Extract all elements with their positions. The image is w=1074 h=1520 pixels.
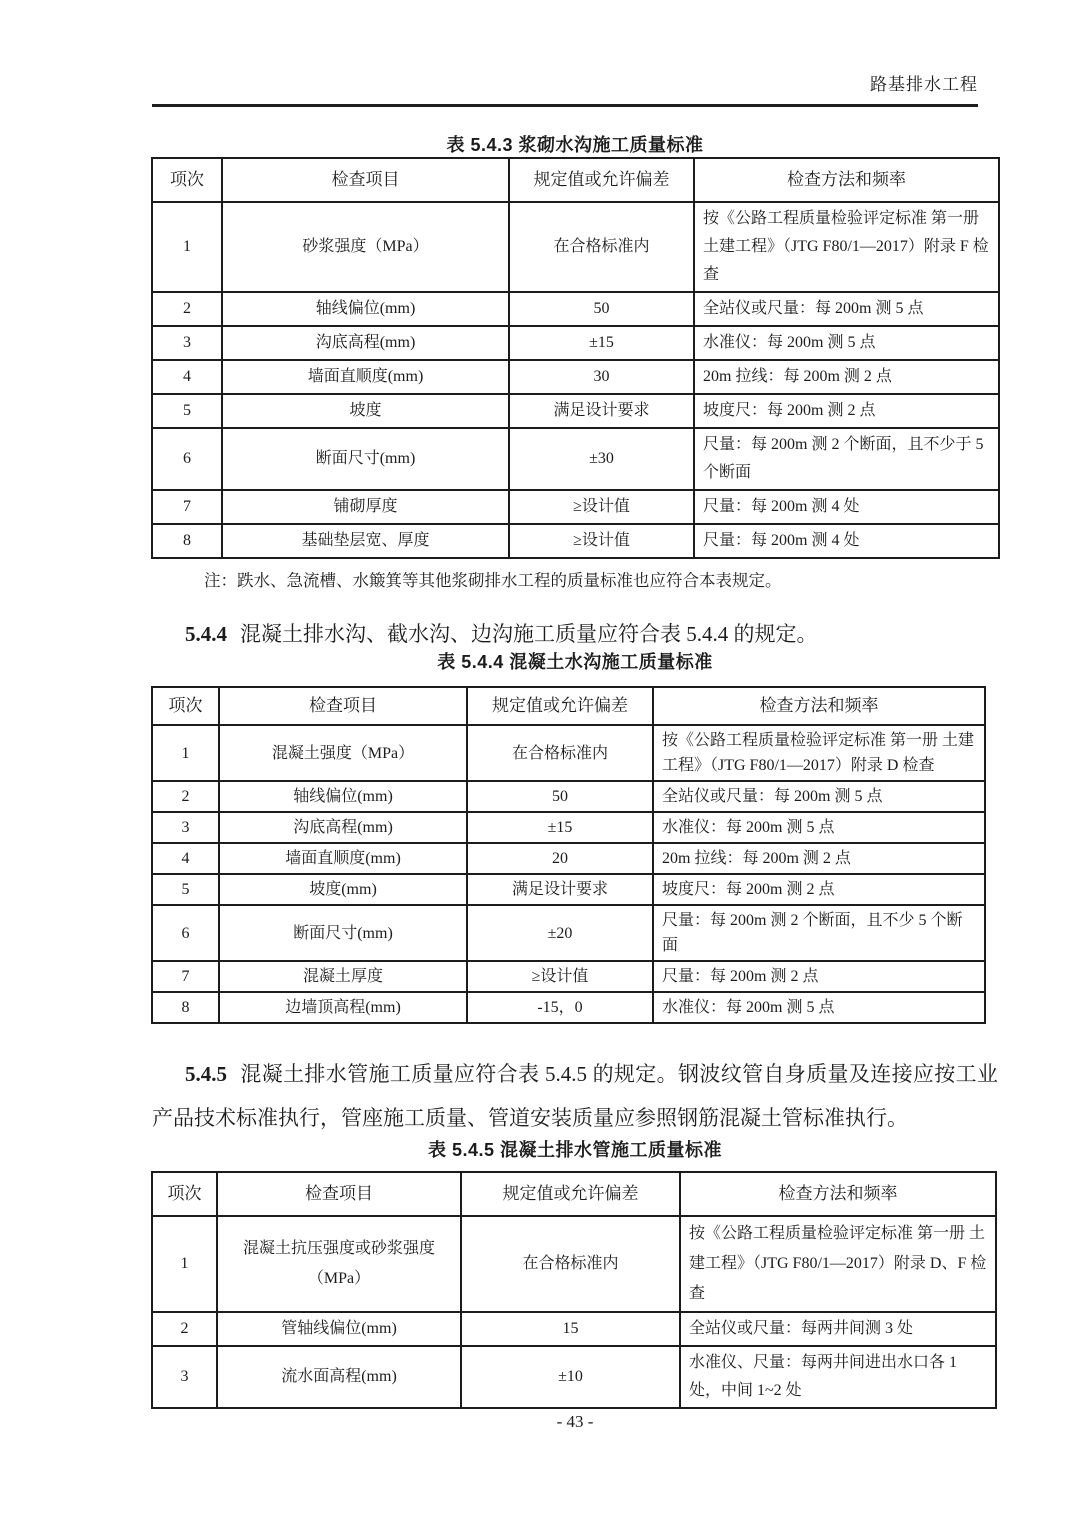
table-row [152, 490, 999, 524]
table-cell: 流水面高程(mm) [217, 1346, 461, 1408]
table-543-title: 表 5.4.3 浆砌水沟施工质量标准 [446, 135, 704, 155]
table-cell: ≥设计值 [509, 524, 694, 558]
section-text: 混凝土排水管施工质量应符合表 5.4.5 的规定。钢波纹管自身质量及连接应按工业产品技术标准执行，管座施工质量、管道安装质量应参照钢筋混凝土管标准执行。 [152, 1062, 998, 1130]
table-cell: 5 [152, 874, 219, 905]
header-title: 路基排水工程 [870, 75, 978, 94]
table-row [152, 992, 985, 1023]
table-cell: 8 [152, 992, 219, 1023]
column-header: 项次 [152, 687, 219, 725]
table-cell: 2 [152, 292, 222, 326]
table-row [152, 961, 985, 992]
table-cell: 全站仪或尺量：每 200m 测 5 点 [653, 781, 985, 812]
table-cell: 轴线偏位(mm) [222, 292, 509, 326]
table-cell: ±10 [461, 1346, 680, 1408]
table-row [152, 812, 985, 843]
table-cell: 按《公路工程质量检验评定标准 第一册 土建工程》（JTG F80/1—2017）附录 D、F 检查 [680, 1216, 996, 1312]
table-row [152, 725, 985, 781]
table-cell: 水准仪：每 200m 测 5 点 [694, 326, 999, 360]
table-cell: 混凝土厚度 [219, 961, 467, 992]
table-cell: 4 [152, 843, 219, 874]
page-footer [152, 1412, 998, 1432]
table-row [152, 781, 985, 812]
table-cell: 尺量：每 200m 测 2 个断面，且不少 5 个断面 [653, 905, 985, 961]
section-5-4-5 [152, 1052, 998, 1140]
column-header: 规定值或允许偏差 [467, 687, 653, 725]
table-cell: 1 [152, 202, 222, 292]
table-cell: 沟底高程(mm) [219, 812, 467, 843]
table-cell: 2 [152, 1312, 217, 1346]
table-cell: 15 [461, 1312, 680, 1346]
column-header: 项次 [152, 1172, 217, 1216]
table-row [152, 874, 985, 905]
table-row [152, 428, 999, 490]
table-cell: 墙面直顺度(mm) [222, 360, 509, 394]
table-cell: 1 [152, 1216, 217, 1312]
table-cell: 4 [152, 360, 222, 394]
table-cell: 断面尺寸(mm) [222, 428, 509, 490]
table-543-note: 注：跌水、急流槽、水簸箕等其他浆砌排水工程的质量标准也应符合本表规定。 [204, 571, 782, 590]
table-cell: 断面尺寸(mm) [219, 905, 467, 961]
table-5-4-5 [151, 1171, 997, 1409]
column-header: 检查方法和频率 [694, 158, 999, 202]
table-5-4-3 [151, 157, 1000, 559]
table-cell: 8 [152, 524, 222, 558]
table-5-4-4 [151, 686, 986, 1024]
table-header-row [152, 1172, 996, 1216]
table-cell: 20m 拉线：每 200m 测 2 点 [694, 360, 999, 394]
table-cell: 30 [509, 360, 694, 394]
table-cell: 50 [509, 292, 694, 326]
table-cell: 按《公路工程质量检验评定标准 第一册 土建工程》（JTG F80/1—2017）附录 F 检查 [694, 202, 999, 292]
table-row [152, 905, 985, 961]
table-cell: 在合格标准内 [467, 725, 653, 781]
column-header: 项次 [152, 158, 222, 202]
table-row [152, 843, 985, 874]
table-cell: 水准仪：每 200m 测 5 点 [653, 812, 985, 843]
table-row [152, 1346, 996, 1408]
table-row [152, 326, 999, 360]
column-header: 规定值或允许偏差 [461, 1172, 680, 1216]
table-cell: ≥设计值 [467, 961, 653, 992]
table-cell: 混凝土抗压强度或砂浆强度（MPa） [217, 1216, 461, 1312]
table-header-row [152, 158, 999, 202]
table-cell: 3 [152, 812, 219, 843]
table-cell: 6 [152, 428, 222, 490]
table-header-row [152, 687, 985, 725]
table-cell: 混凝土强度（MPa） [219, 725, 467, 781]
table-cell: 7 [152, 961, 219, 992]
table-cell: 坡度尺：每 200m 测 2 点 [653, 874, 985, 905]
table-cell: 尺量：每 200m 测 4 处 [694, 490, 999, 524]
table-cell: 坡度 [222, 394, 509, 428]
table-row [152, 202, 999, 292]
table-544-title: 表 5.4.4 混凝土水沟施工质量标准 [437, 652, 713, 672]
table-cell: 水准仪、尺量：每两井间进出水口各 1 处，中间 1~2 处 [680, 1346, 996, 1408]
table-cell: 20 [467, 843, 653, 874]
table-cell: 6 [152, 905, 219, 961]
table-cell: 尺量：每 200m 测 2 点 [653, 961, 985, 992]
table-cell: 按《公路工程质量检验评定标准 第一册 土建工程》（JTG F80/1—2017）附录 D 检查 [653, 725, 985, 781]
table-cell: 1 [152, 725, 219, 781]
column-header: 检查方法和频率 [680, 1172, 996, 1216]
column-header: 检查方法和频率 [653, 687, 985, 725]
table-cell: 2 [152, 781, 219, 812]
table-row [152, 292, 999, 326]
table-cell: 在合格标准内 [509, 202, 694, 292]
table-cell: 满足设计要求 [509, 394, 694, 428]
table-cell: 20m 拉线：每 200m 测 2 点 [653, 843, 985, 874]
section-text: 混凝土排水沟、截水沟、边沟施工质量应符合表 5.4.4 的规定。 [240, 622, 818, 646]
table-cell: 3 [152, 1346, 217, 1408]
table-cell: 砂浆强度（MPa） [222, 202, 509, 292]
table-cell: 墙面直顺度(mm) [219, 843, 467, 874]
column-header: 规定值或允许偏差 [509, 158, 694, 202]
column-header: 检查项目 [217, 1172, 461, 1216]
table-cell: 50 [467, 781, 653, 812]
table-545-title: 表 5.4.5 混凝土排水管施工质量标准 [427, 1140, 723, 1160]
table-cell: 沟底高程(mm) [222, 326, 509, 360]
table-row [152, 394, 999, 428]
table-row [152, 1216, 996, 1312]
table-cell: 全站仪或尺量：每两井间测 3 处 [680, 1312, 996, 1346]
table-cell: 尺量：每 200m 测 2 个断面，且不少于 5 个断面 [694, 428, 999, 490]
table-cell: 5 [152, 394, 222, 428]
table-cell: 轴线偏位(mm) [219, 781, 467, 812]
table-cell: 尺量：每 200m 测 4 处 [694, 524, 999, 558]
table-cell: 满足设计要求 [467, 874, 653, 905]
table-cell: 全站仪或尺量：每 200m 测 5 点 [694, 292, 999, 326]
table-row [152, 524, 999, 558]
table-cell: 7 [152, 490, 222, 524]
table-cell: ±15 [509, 326, 694, 360]
table-row [152, 360, 999, 394]
table-cell: ≥设计值 [509, 490, 694, 524]
section-number: 5.4.5 [185, 1062, 227, 1086]
table-cell: ±20 [467, 905, 653, 961]
column-header: 检查项目 [222, 158, 509, 202]
table-cell: ±30 [509, 428, 694, 490]
column-header: 检查项目 [219, 687, 467, 725]
table-cell: ±15 [467, 812, 653, 843]
table-cell: 坡度(mm) [219, 874, 467, 905]
table-cell: 管轴线偏位(mm) [217, 1312, 461, 1346]
table-cell: 3 [152, 326, 222, 360]
table-cell: 铺砌厚度 [222, 490, 509, 524]
table-cell: 边墙顶高程(mm) [219, 992, 467, 1023]
page-number: - 43 - [556, 1412, 594, 1431]
page-header [152, 70, 978, 107]
table-cell: 水准仪：每 200m 测 5 点 [653, 992, 985, 1023]
table-cell: 在合格标准内 [461, 1216, 680, 1312]
section-number: 5.4.4 [185, 622, 227, 646]
table-row [152, 1312, 996, 1346]
table-cell: -15，0 [467, 992, 653, 1023]
table-cell: 坡度尺：每 200m 测 2 点 [694, 394, 999, 428]
table-cell: 基础垫层宽、厚度 [222, 524, 509, 558]
